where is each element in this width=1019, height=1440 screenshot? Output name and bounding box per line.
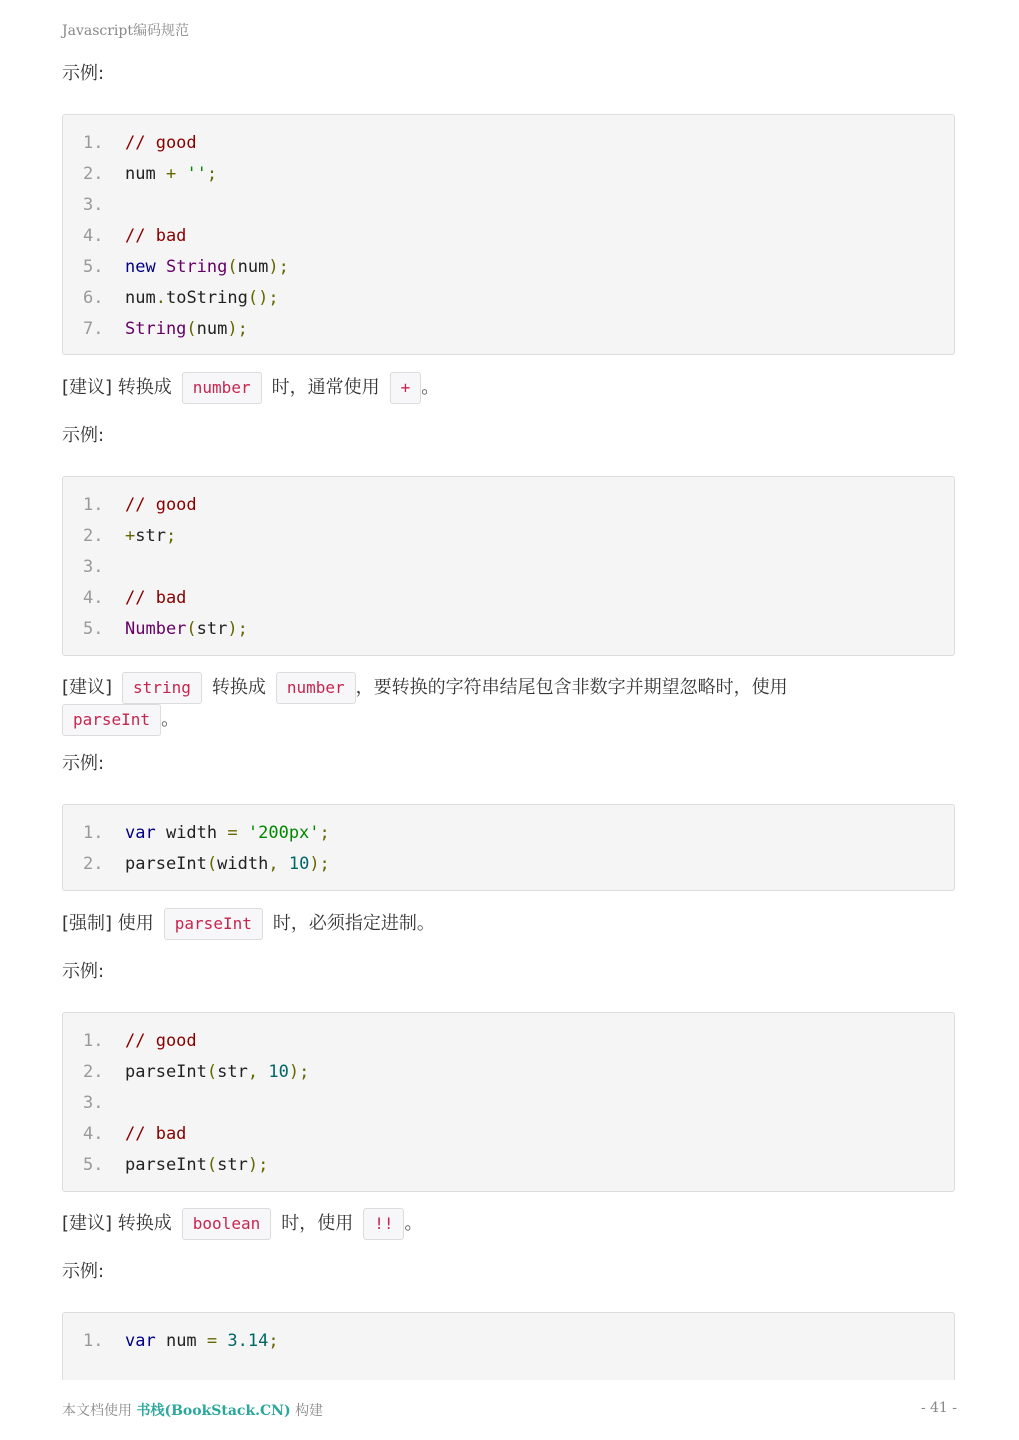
rule-number-conversion	[62, 372, 957, 404]
code-text: new String(num);	[125, 257, 289, 277]
line-number: 2.	[83, 164, 104, 184]
code-line	[63, 1119, 954, 1150]
code-text: num.toString();	[125, 288, 279, 308]
code-text: parseInt(width, 10);	[125, 854, 330, 874]
code-line	[63, 1088, 954, 1119]
code-text: // good	[125, 133, 197, 153]
code-block	[62, 1312, 955, 1380]
rule-text: [建议] 转换成	[62, 1213, 172, 1234]
line-number: 2.	[83, 854, 104, 874]
footer-brand-link[interactable]: 书栈(BookStack.CN)	[136, 1403, 291, 1419]
code-block	[62, 1012, 955, 1192]
line-number: 4.	[83, 588, 104, 608]
code-line	[63, 490, 954, 521]
inline-code: parseInt	[164, 908, 263, 940]
line-number: 4.	[83, 1124, 104, 1144]
code-text: // bad	[125, 1124, 187, 1144]
code-line	[63, 128, 954, 159]
code-line	[63, 283, 954, 314]
code-line	[63, 314, 954, 345]
inline-code: boolean	[182, 1208, 271, 1240]
line-number: 1.	[83, 823, 104, 843]
inline-code: +	[390, 372, 422, 404]
code-text: +str;	[125, 526, 177, 546]
line-number: 5.	[83, 1155, 104, 1175]
code-line	[63, 1057, 954, 1088]
code-text: // bad	[125, 588, 187, 608]
code-text: // bad	[125, 226, 187, 246]
code-line	[63, 1026, 954, 1057]
line-number: 1.	[83, 1331, 104, 1351]
example-label: 示例:	[62, 961, 105, 982]
rule-boolean-conversion	[62, 1208, 957, 1240]
line-number: 2.	[83, 526, 104, 546]
code-text: parseInt(str, 10);	[125, 1062, 310, 1082]
inline-code: !!	[363, 1208, 404, 1240]
example-label: 示例:	[62, 425, 105, 446]
line-number: 1.	[83, 133, 104, 153]
rule-text: [建议]	[62, 677, 113, 698]
example-label: 示例:	[62, 63, 105, 84]
code-text: parseInt(str);	[125, 1155, 269, 1175]
line-number: 7.	[83, 319, 104, 339]
inline-code: string	[122, 672, 202, 704]
code-text: // good	[125, 495, 197, 515]
code-line	[63, 159, 954, 190]
line-number: 6.	[83, 288, 104, 308]
rule-text: 时，通常使用	[271, 377, 380, 398]
example-label: 示例:	[62, 1261, 105, 1282]
line-number: 4.	[83, 226, 104, 246]
rule-text: 。	[404, 1213, 423, 1234]
code-text: var width = '200px';	[125, 823, 330, 843]
rule-text: 时，使用	[281, 1213, 354, 1234]
code-line	[63, 521, 954, 552]
line-number: 1.	[83, 1031, 104, 1051]
code-line	[63, 583, 954, 614]
code-line	[63, 818, 954, 849]
rule-text: [强制] 使用	[62, 913, 154, 934]
line-number: 5.	[83, 257, 104, 277]
footer-text: 本文档使用	[62, 1403, 132, 1419]
rule-text: [建议] 转换成	[62, 377, 172, 398]
rule-text: 。	[161, 709, 180, 730]
line-number: 3.	[83, 1093, 104, 1113]
line-number: 3.	[83, 557, 104, 577]
code-line	[63, 252, 954, 283]
page-footer	[62, 1400, 323, 1420]
line-number: 5.	[83, 619, 104, 639]
code-text: var num = 3.14;	[125, 1331, 279, 1351]
code-line	[63, 1150, 954, 1181]
code-block	[62, 114, 955, 355]
code-line	[63, 552, 954, 583]
code-line	[63, 614, 954, 645]
rule-text: 。	[421, 377, 440, 398]
footer-text: 构建	[295, 1403, 324, 1419]
code-line	[63, 1326, 954, 1357]
line-number: 1.	[83, 495, 104, 515]
rule-text: ，要转换的字符串结尾包含非数字并期望忽略时，使用	[355, 677, 788, 698]
inline-code: parseInt	[62, 704, 161, 736]
rule-text: 转换成	[211, 677, 266, 698]
inline-code: number	[182, 372, 262, 404]
rule-text: 时，必须指定进制。	[272, 913, 435, 934]
inline-code: number	[276, 672, 356, 704]
code-block	[62, 476, 955, 656]
example-label: 示例:	[62, 753, 105, 774]
code-text: String(num);	[125, 319, 248, 339]
running-header: Javascript编码规范	[62, 23, 189, 39]
code-block	[62, 804, 955, 891]
code-text: Number(str);	[125, 619, 248, 639]
code-line	[63, 849, 954, 880]
rule-parseint-radix	[62, 908, 957, 940]
code-line	[63, 190, 954, 221]
line-number: 3.	[83, 195, 104, 215]
code-line	[63, 221, 954, 252]
code-text: num + '';	[125, 164, 218, 184]
page-number: - 41 -	[920, 1400, 957, 1416]
code-text: // good	[125, 1031, 197, 1051]
line-number: 2.	[83, 1062, 104, 1082]
rule-parseint-conversion	[62, 672, 957, 736]
